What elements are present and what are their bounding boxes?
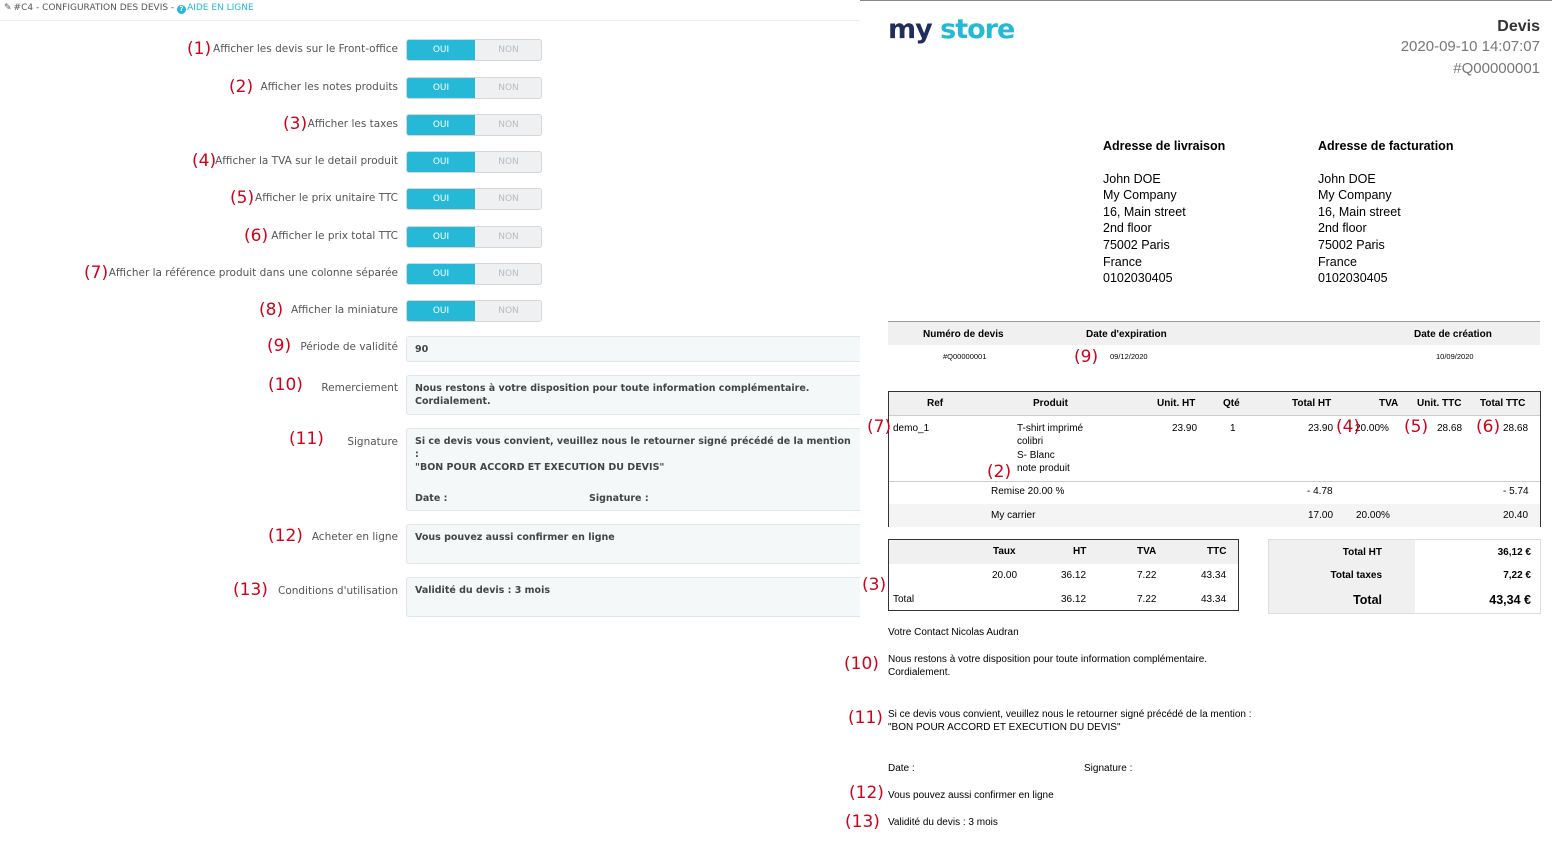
annotation-marker: (6) xyxy=(244,226,269,246)
annotation-marker: (2) xyxy=(987,462,1012,482)
toggle-on-option[interactable]: OUI xyxy=(407,264,475,284)
contact-line: Votre Contact Nicolas Audran xyxy=(888,627,1019,638)
annotation-marker: (7) xyxy=(84,263,109,283)
thumbnail-toggle[interactable] xyxy=(406,300,542,322)
header-total-ht: Total HT xyxy=(1292,398,1332,409)
tax-rate: 20.00 xyxy=(992,570,1018,581)
help-icon: ? xyxy=(177,5,186,14)
annotation-marker: (12) xyxy=(268,526,303,546)
buy-online-text: Vous pouvez aussi confirmer en ligne xyxy=(888,790,1054,801)
carrier-total-ttc: 20.40 xyxy=(1503,510,1529,521)
products-table xyxy=(888,391,1541,527)
address-line: 16, Main street xyxy=(1103,204,1186,219)
billing-address xyxy=(1318,138,1453,287)
discount-label: Remise 20.00 % xyxy=(991,486,1065,497)
value-expiration-date: 09/12/2020 xyxy=(1110,352,1148,361)
field-label: Conditions d'utilisation xyxy=(277,585,398,597)
signature-line-2: "BON POUR ACCORD ET EXECUTION DU DEVIS" xyxy=(415,462,665,473)
annotation-marker: (10) xyxy=(268,375,303,395)
signature-sign-label: Signature : xyxy=(589,493,649,504)
signature-date-label: Date : xyxy=(888,763,915,774)
annotation-marker: (5) xyxy=(230,188,255,208)
annotation-marker: (8) xyxy=(259,300,284,320)
toggle-label: Afficher la TVA sur le detail produit xyxy=(215,155,398,167)
toggle-row-unit-ttc xyxy=(0,188,860,212)
header-rate: Taux xyxy=(993,546,1016,557)
toggle-label: Afficher les notes produits xyxy=(260,81,398,93)
address-line: John DOE xyxy=(1318,171,1376,186)
header-quote-number: Numéro de devis xyxy=(923,329,1004,340)
logo-part-1: my xyxy=(888,14,932,45)
toggle-on-option[interactable]: OUI xyxy=(407,189,475,209)
panel-header xyxy=(4,3,254,14)
toggle-row-product-vat xyxy=(0,151,860,175)
product-name-3: S- Blanc xyxy=(1017,450,1055,461)
store-logo xyxy=(888,14,1014,45)
field-label: Signature xyxy=(347,436,398,448)
tax-summary-table xyxy=(888,539,1239,611)
header-unit-ttc: Unit. TTC xyxy=(1417,398,1462,409)
address-line: 16, Main street xyxy=(1318,204,1401,219)
document-title: Devis xyxy=(1497,18,1540,35)
annotation-marker: (6) xyxy=(1476,417,1501,437)
total-taxes-value: 7,22 € xyxy=(1503,570,1531,581)
tax-total-ttc: 43.34 xyxy=(1201,594,1227,605)
header-qty: Qté xyxy=(1223,398,1240,409)
annotation-marker: (4) xyxy=(1336,417,1361,437)
annotation-marker: (13) xyxy=(845,812,880,832)
toggle-on-option[interactable]: OUI xyxy=(407,78,475,98)
product-ref: demo_1 xyxy=(893,423,930,434)
product-note: note produit xyxy=(1017,463,1070,474)
signature-line-1: Si ce devis vous convient, veuillez nous le retourner signé précédé de la mention : xyxy=(888,709,1252,720)
totals-block xyxy=(1268,539,1541,614)
delivery-address xyxy=(1103,138,1225,287)
address-line: 75002 Paris xyxy=(1103,237,1170,252)
toggle-off-option[interactable]: NON xyxy=(498,45,519,55)
annotation-marker: (3) xyxy=(283,114,308,134)
grand-total-value: 43,34 € xyxy=(1489,593,1531,607)
toggle-row-total-ttc xyxy=(0,226,860,250)
header-ref: Ref xyxy=(927,398,944,409)
annotation-marker: (5) xyxy=(1404,417,1429,437)
annotation-marker: (2) xyxy=(229,77,254,97)
toggle-row-product-notes xyxy=(0,77,860,101)
wrench-icon: ✎ xyxy=(4,3,12,13)
discount-total-ht: - 4.78 xyxy=(1307,486,1333,497)
header-ttc: TTC xyxy=(1207,546,1227,557)
product-tva: 20.00% xyxy=(1355,423,1389,434)
toggle-label: Afficher les taxes xyxy=(307,118,398,130)
help-link[interactable] xyxy=(177,3,254,13)
taxes-toggle[interactable] xyxy=(406,114,542,136)
thanks-text xyxy=(888,653,1207,679)
header-ht: HT xyxy=(1073,546,1087,557)
grand-total-label: Total xyxy=(1353,593,1382,607)
signature-line-1: Si ce devis vous convient, veuillez nous le retourner signé précédé de la mention : xyxy=(415,436,851,460)
ref-column-toggle[interactable] xyxy=(406,263,542,285)
value-creation-date: 10/09/2020 xyxy=(1436,352,1474,361)
carrier-total-ht: 17.00 xyxy=(1308,510,1334,521)
header-tva: TVA xyxy=(1379,398,1399,409)
toggle-label: Afficher les devis sur le Front-office xyxy=(213,43,398,55)
toggle-on-option[interactable]: OUI xyxy=(407,227,475,247)
address-line: 2nd floor xyxy=(1318,221,1367,236)
address-line: My Company xyxy=(1318,188,1392,203)
annotation-marker: (10) xyxy=(844,654,879,674)
annotation-marker: (9) xyxy=(267,336,292,356)
tax-total-label: Total xyxy=(893,594,915,605)
thanks-textarea[interactable] xyxy=(406,375,860,415)
front-office-toggle[interactable] xyxy=(406,39,542,61)
annotation-marker: (11) xyxy=(848,708,883,728)
product-unit-ht: 23.90 xyxy=(1172,423,1198,434)
unit-ttc-toggle[interactable] xyxy=(406,188,542,210)
signature-line-2: "BON POUR ACCORD ET EXECUTION DU DEVIS" xyxy=(888,722,1121,733)
thanks-line-1: Nous restons à votre disposition pour toute information complémentaire. xyxy=(415,383,810,394)
quote-document xyxy=(844,0,1552,845)
tax-total-tva: 7.22 xyxy=(1137,594,1157,605)
annotation-marker: (11) xyxy=(289,429,324,449)
annotation-marker: (9) xyxy=(1074,347,1099,367)
address-line: 0102030405 xyxy=(1103,271,1173,286)
logo-part-2: store xyxy=(940,14,1015,45)
toggle-label: Afficher le prix unitaire TTC xyxy=(255,192,398,204)
total-ht-value: 36,12 € xyxy=(1497,547,1531,558)
signature-text xyxy=(888,708,1252,734)
panel-title: #C4 - CONFIGURATION DES DEVIS - xyxy=(13,3,175,13)
address-line: France xyxy=(1318,254,1357,269)
carrier-tva: 20.00% xyxy=(1356,510,1390,521)
toggle-off-option[interactable]: NON xyxy=(498,232,519,242)
total-ttc-toggle[interactable] xyxy=(406,226,542,248)
toggle-row-thumbnail xyxy=(0,300,860,324)
toggle-on-option[interactable]: OUI xyxy=(407,301,475,321)
product-vat-toggle[interactable] xyxy=(406,151,542,173)
total-taxes-label: Total taxes xyxy=(1330,570,1382,581)
address-line: 0102030405 xyxy=(1318,271,1388,286)
field-label: Période de validité xyxy=(300,341,398,353)
toggle-on-option[interactable]: OUI xyxy=(407,40,475,60)
header-unit-ht: Unit. HT xyxy=(1157,398,1196,409)
tax-ht: 36.12 xyxy=(1061,570,1087,581)
toggle-off-option[interactable]: NON xyxy=(498,269,519,279)
help-link-label: AIDE EN LIGNE xyxy=(187,3,254,13)
toggle-off-option[interactable]: NON xyxy=(498,83,519,93)
document-date: 2020-09-10 14:07:07 xyxy=(1400,38,1540,55)
annotation-marker: (4) xyxy=(192,151,217,171)
header-total-ttc: Total TTC xyxy=(1480,398,1526,409)
toggle-label: Afficher la miniature xyxy=(290,304,398,316)
annotation-marker: (1) xyxy=(187,39,212,59)
toggle-row-front-office xyxy=(0,39,860,63)
header-divider xyxy=(0,20,860,21)
annotation-marker: (12) xyxy=(849,783,884,803)
toggle-off-option[interactable]: NON xyxy=(498,194,519,204)
tax-total-ht: 36.12 xyxy=(1061,594,1087,605)
buy-online-textarea[interactable]: Vous pouvez aussi confirmer en ligne xyxy=(406,524,860,564)
address-line: 2nd floor xyxy=(1103,221,1152,236)
tax-ttc: 43.34 xyxy=(1201,570,1227,581)
thanks-line-2: Cordialement. xyxy=(415,396,491,407)
terms-text: Validité du devis : 3 mois xyxy=(888,817,998,828)
address-line: France xyxy=(1103,254,1142,269)
annotation-marker: (3) xyxy=(862,575,887,595)
product-qty: 1 xyxy=(1230,423,1236,434)
terms-textarea[interactable]: Validité du devis : 3 mois xyxy=(406,577,860,617)
address-line: My Company xyxy=(1103,188,1177,203)
toggle-off-option[interactable]: NON xyxy=(498,306,519,316)
toggle-label: Afficher le prix total TTC xyxy=(271,230,398,242)
signature-date-label: Date : xyxy=(415,493,448,504)
product-name-1: T-shirt imprimé xyxy=(1017,423,1084,434)
products-table-header xyxy=(889,392,1540,416)
tax-tva: 7.22 xyxy=(1137,570,1157,581)
carrier-label: My carrier xyxy=(991,510,1036,521)
product-unit-ttc: 28.68 xyxy=(1437,423,1463,434)
carrier-row xyxy=(889,504,1540,527)
product-name-2: colibri xyxy=(1017,436,1044,447)
annotation-marker: (7) xyxy=(867,417,892,437)
toggle-on-option[interactable]: OUI xyxy=(407,152,475,172)
field-label: Acheter en ligne xyxy=(311,531,398,543)
field-label: Remerciement xyxy=(321,382,398,394)
header-expiration-date: Date d'expiration xyxy=(1086,329,1167,340)
value-quote-number: #Q00000001 xyxy=(943,352,987,361)
document-top-border xyxy=(860,0,1552,1)
toggle-label: Afficher la référence produit dans une colonne séparée xyxy=(108,267,398,279)
address-line: John DOE xyxy=(1103,171,1161,186)
quote-info-header xyxy=(888,321,1540,345)
discount-total-ttc: - 5.74 xyxy=(1503,486,1529,497)
product-total-ttc: 28.68 xyxy=(1503,423,1529,434)
validity-input[interactable]: 90 xyxy=(406,336,860,362)
header-tva: TVA xyxy=(1137,546,1157,557)
total-ht-label: Total HT xyxy=(1342,547,1382,558)
toggle-on-option[interactable]: OUI xyxy=(407,115,475,135)
thanks-line-2: Cordialement. xyxy=(888,667,951,678)
tax-table-header xyxy=(889,540,1238,564)
signature-textarea[interactable] xyxy=(406,428,860,511)
toggle-off-option[interactable]: NON xyxy=(498,120,519,130)
address-line: 75002 Paris xyxy=(1318,237,1385,252)
product-total-ht: 23.90 xyxy=(1308,423,1334,434)
toggle-off-option[interactable]: NON xyxy=(498,157,519,167)
signature-sign-label: Signature : xyxy=(1084,763,1133,774)
document-number: #Q00000001 xyxy=(1453,60,1540,77)
toggle-row-ref-column xyxy=(0,263,860,287)
product-notes-toggle[interactable] xyxy=(406,77,542,99)
thanks-line-1: Nous restons à votre disposition pour toute information complémentaire. xyxy=(888,654,1208,665)
header-creation-date: Date de création xyxy=(1414,329,1492,340)
delivery-address-title: Adresse de livraison xyxy=(1103,139,1226,153)
toggle-row-taxes xyxy=(0,114,860,138)
annotation-marker: (13) xyxy=(233,580,268,600)
billing-address-title: Adresse de facturation xyxy=(1318,139,1454,153)
header-product: Produit xyxy=(1033,398,1068,409)
